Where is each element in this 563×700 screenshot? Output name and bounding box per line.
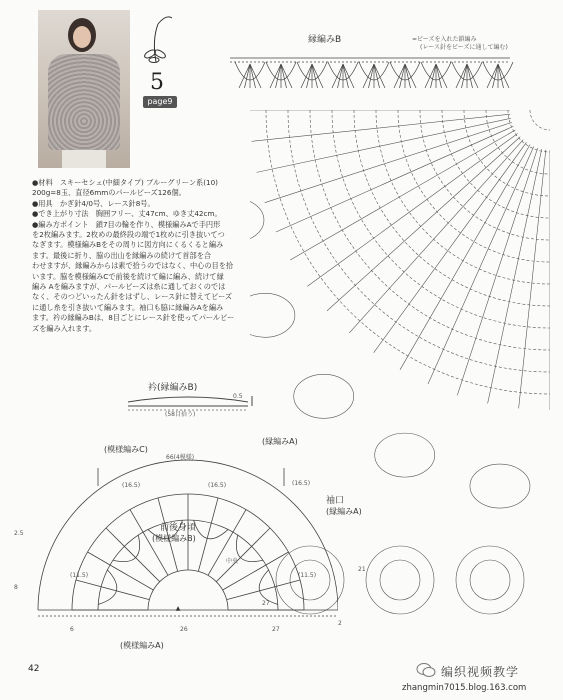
dim-27: 27 (272, 626, 280, 633)
instruction-line: ●材料 スキーセシェ(中細タイプ) ブルーグリーン系(10) (32, 178, 218, 187)
sleeve-sub: (縁編みA) (326, 507, 362, 516)
border-a-label: (縁編みA) (262, 437, 298, 446)
instruction-line: を2枚編みます。2枚めの最終段の端で1枚めに引き抜いてつ (32, 230, 225, 240)
center-note: 中央 (226, 558, 239, 565)
dim-2: 2 (338, 620, 342, 627)
sleeve-title: 袖口 (326, 496, 345, 506)
dim-6: 6 (70, 626, 74, 633)
instructions-text (32, 178, 268, 334)
body-sub: (模様編みB) (152, 534, 196, 543)
instruction-line: ます。衿の縁編みBは、8目ごとにレース針を使ってパールビー (32, 313, 235, 323)
page-reference-badge: page9 (143, 96, 177, 108)
collar-count: (58目拾う) (165, 411, 196, 418)
dim-11-5: (11.5) (298, 572, 317, 579)
instruction-line: ●用具 かぎ針4/0号、レース針8号。 (32, 198, 155, 208)
model-photo (38, 10, 130, 168)
wechat-icon (416, 662, 436, 678)
dim-66: 66(4模様) (166, 454, 195, 461)
page-number: 42 (28, 664, 40, 674)
instruction-line: ズを編み入れます。 (32, 323, 97, 333)
instruction-line: います。脇を模様編みCで前後を続けて編に編み、続けて縁 (32, 271, 224, 281)
dim-11-5: (11.5) (70, 572, 89, 579)
pattern-number: 5 (150, 70, 164, 95)
watermark-url: zhangmin7015.blog.163.com (402, 683, 527, 693)
dim-16-5: (16.5) (292, 480, 311, 487)
instruction-line: なぎます。模様編みBをその周りに図方向にくるくると編み (32, 240, 224, 250)
instruction-line: 編み Aを編みますが、パールビーズは糸に通しておくのでは (32, 282, 226, 292)
bead-note-1: =ビーズを入れた鎖編み (412, 36, 477, 43)
instruction-line: ●でき上がり寸法 胸囲フリー、丈47cm、ゆき丈42cm。 (32, 209, 222, 219)
bead-note-2: (レース針をビーズに通して編む) (420, 44, 508, 51)
collar-title: 衿(縁編みB) (148, 383, 198, 393)
dim-16-5: (16.5) (122, 482, 141, 489)
dim-26: 26 (180, 626, 188, 633)
instruction-line: ●編み方ポイント 鎖7目の輪を作り、模様編みAで手円形 (32, 219, 221, 229)
dim-27: 27 (262, 600, 270, 607)
pattern-c-label: (模様編みC) (104, 445, 148, 454)
instruction-line: ます。最後に折り、脇の出山を縁編みの続けて首部を合 (32, 250, 212, 260)
dim-16-5: (16.5) (208, 482, 227, 489)
bottom-label: (模様編みA) (120, 641, 164, 650)
watermark-text: 编织视频教学 (441, 665, 520, 679)
dim-21: 21 (358, 566, 366, 573)
body-title: 前後身頃 (160, 523, 197, 533)
edge-b-chart (225, 48, 515, 106)
instruction-line: なく、そのつどいったん針をはずし、レース針に替えてビーズ (32, 292, 233, 302)
collar-dim: 0.5 (233, 393, 243, 400)
instruction-line: に通し糸を引き抜いて編みます。袖口も脇に縁編みAを編み (32, 302, 224, 312)
instruction-line: 200g=8玉、直径6mmのパールビーズ126個。 (32, 188, 186, 198)
dim-2-5: 2.5 (14, 530, 24, 537)
instruction-line: わせますが、縁編みからは素で拾うのではなく、中心の目を拾 (32, 261, 234, 271)
flower-icon (138, 10, 178, 66)
edge-b-title: 縁編みB (308, 35, 342, 45)
svg-text:▲: ▲ (175, 605, 181, 612)
dim-8: 8 (14, 584, 18, 591)
